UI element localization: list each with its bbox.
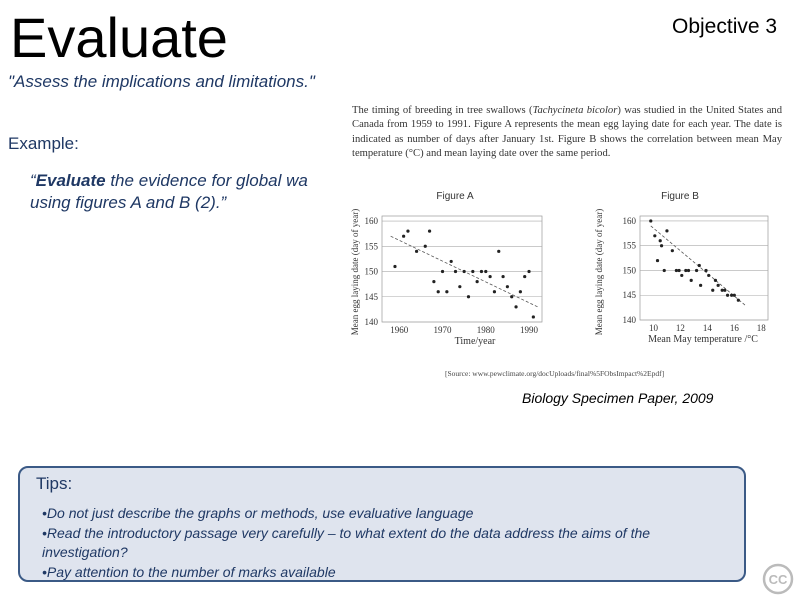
figure-a-xlabel: Time/year xyxy=(454,336,496,347)
data-point xyxy=(480,270,483,273)
command-term-definition: "Assess the implications and limitations." xyxy=(8,72,315,91)
y-tick-label: 155 xyxy=(622,240,636,251)
data-point xyxy=(450,260,453,263)
source-credit: Biology Specimen Paper, 2009 xyxy=(522,390,714,406)
data-point xyxy=(428,230,431,233)
data-point xyxy=(445,290,448,293)
x-tick-label: 16 xyxy=(729,323,739,333)
x-tick-label: 14 xyxy=(702,323,712,333)
x-tick-label: 1980 xyxy=(476,325,495,335)
data-point xyxy=(711,289,714,292)
data-point xyxy=(527,270,530,273)
x-tick-label: 10 xyxy=(648,323,658,333)
figure-source: [Source: www.pewclimate.org/docUploads/final%5FObsImpact%2Epdf] xyxy=(445,369,665,378)
data-point xyxy=(437,290,440,293)
data-point xyxy=(680,274,683,277)
figure-b xyxy=(594,191,768,345)
data-point xyxy=(733,294,736,297)
data-point xyxy=(660,244,663,247)
data-point xyxy=(458,285,461,288)
objective-label: Objective 3 xyxy=(672,15,778,38)
tip-item: •Pay attention to the number of marks available xyxy=(42,563,336,580)
data-point xyxy=(467,295,470,298)
data-point xyxy=(653,234,656,237)
passage-post: ) was studied in the United States and Canada from 1959 to 1991. Figure A represents the mean egg laying date for each year. The date is indicated as number of days after January 1st. Figure B shows the correlation between mean May temperature (°C) and mean laying date over the same period. xyxy=(352,105,783,159)
data-point xyxy=(663,269,666,272)
example-question xyxy=(30,170,360,214)
y-tick-label: 145 xyxy=(364,291,378,302)
data-point xyxy=(454,270,457,273)
data-point xyxy=(723,289,726,292)
question-command-term: Evaluate xyxy=(35,171,106,190)
data-point xyxy=(497,250,500,253)
tips-list xyxy=(42,504,732,582)
data-point xyxy=(532,315,535,318)
data-point xyxy=(717,284,720,287)
data-point xyxy=(493,290,496,293)
tips-box xyxy=(18,466,746,582)
data-point xyxy=(687,269,690,272)
data-point xyxy=(406,230,409,233)
data-point xyxy=(695,269,698,272)
data-point xyxy=(441,270,444,273)
data-point xyxy=(707,274,710,277)
cc-badge-text: CC xyxy=(768,572,788,587)
data-point xyxy=(393,265,396,268)
figure-b-xlabel: Mean May temperature /°C xyxy=(648,334,758,345)
y-tick-label: 145 xyxy=(622,290,636,301)
data-point xyxy=(704,269,707,272)
data-point xyxy=(510,295,513,298)
data-point xyxy=(489,275,492,278)
x-tick-label: 1970 xyxy=(433,325,452,335)
data-point xyxy=(471,270,474,273)
figure-b-title: Figure B xyxy=(661,191,699,202)
example-label: Example: xyxy=(8,134,79,153)
data-point xyxy=(484,270,487,273)
data-point xyxy=(506,285,509,288)
data-point xyxy=(698,264,701,267)
data-point xyxy=(415,250,418,253)
data-point xyxy=(714,279,717,282)
y-tick-label: 150 xyxy=(622,265,636,276)
figure-b-ylabel: Mean egg laying date (day of year) xyxy=(594,208,604,336)
y-tick-label: 160 xyxy=(622,215,636,226)
y-tick-label: 150 xyxy=(364,266,378,277)
data-point xyxy=(424,245,427,248)
data-point xyxy=(402,235,405,238)
data-point xyxy=(501,275,504,278)
data-point xyxy=(432,280,435,283)
data-point xyxy=(519,290,522,293)
data-point xyxy=(726,294,729,297)
question-open-quote: “ xyxy=(30,171,36,190)
data-point xyxy=(523,275,526,278)
data-point xyxy=(737,299,740,302)
data-point xyxy=(659,239,662,242)
data-point xyxy=(699,284,702,287)
data-point xyxy=(677,269,680,272)
figure-a xyxy=(350,191,542,347)
figure-a-ylabel: Mean egg laying date (day of year) xyxy=(350,208,360,336)
data-point xyxy=(690,279,693,282)
data-point xyxy=(665,229,668,232)
y-tick-label: 140 xyxy=(622,315,636,325)
question-line2: using figures A and B (2).” xyxy=(30,193,227,212)
data-point xyxy=(656,259,659,262)
data-point xyxy=(514,305,517,308)
y-tick-label: 155 xyxy=(364,241,378,252)
x-tick-label: 18 xyxy=(756,323,766,333)
y-tick-label: 160 xyxy=(364,216,378,227)
tips-title: Tips: xyxy=(36,474,73,493)
passage-species: Tachycineta bicolor xyxy=(532,105,618,116)
x-tick-label: 1990 xyxy=(520,325,539,335)
passage-pre: The timing of breeding in tree swallows ( xyxy=(352,105,533,116)
x-tick-label: 1960 xyxy=(390,325,409,335)
page-title: Evaluate xyxy=(10,6,228,69)
data-point xyxy=(671,249,674,252)
tip-item: •Read the introductory passage very carefully – to what extent do the data address the aims of the investigation? xyxy=(42,524,651,560)
figure-a-title: Figure A xyxy=(436,191,474,202)
data-point xyxy=(476,280,479,283)
intro-passage xyxy=(352,104,782,161)
y-tick-label: 140 xyxy=(364,317,378,327)
x-tick-label: 12 xyxy=(675,323,685,333)
creative-commons-icon xyxy=(762,563,794,595)
data-point xyxy=(649,219,652,222)
figures-image xyxy=(340,184,780,380)
figure-a-frame xyxy=(382,216,542,322)
question-line1: the evidence for global wa xyxy=(105,171,308,190)
figure-b-frame xyxy=(640,216,768,320)
tip-item: •Do not just describe the graphs or methods, use evaluative language xyxy=(42,505,474,521)
data-point xyxy=(463,270,466,273)
